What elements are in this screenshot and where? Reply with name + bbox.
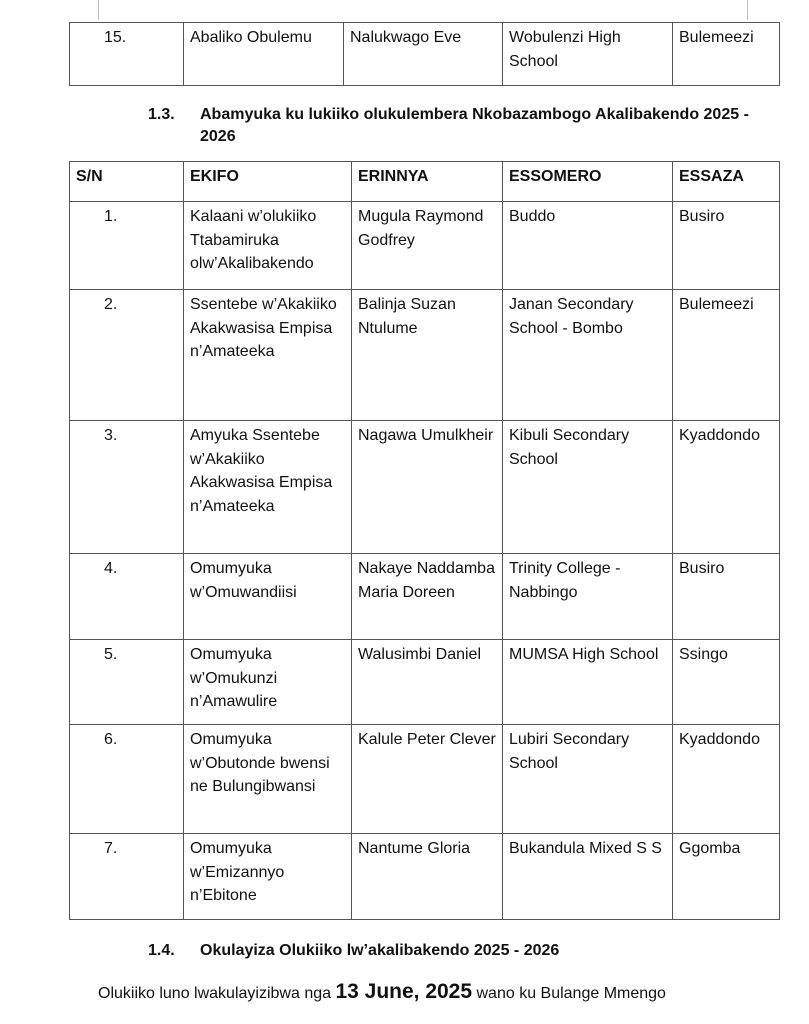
header-ekifo: EKIFO xyxy=(184,162,352,202)
cell-sn: 1. xyxy=(70,202,184,290)
cell-essomero: Kibuli Secondary School xyxy=(503,421,673,554)
cell-ekifo: Kalaani w’olukiiko Ttabamiruka olw’Akalibakendo xyxy=(184,202,352,290)
cell-essomero: Bukandula Mixed S S xyxy=(503,834,673,920)
cell-essomero: Lubiri Secondary School xyxy=(503,725,673,834)
cell-essaza: Kyaddondo xyxy=(673,725,780,834)
cell-erinnya: Nakaye Naddamba Maria Doreen xyxy=(352,554,503,640)
cell-sn: 7. xyxy=(70,834,184,920)
cell-sn: 2. xyxy=(70,290,184,421)
cell-sn: 3. xyxy=(70,421,184,554)
section-heading-1-3 xyxy=(148,104,768,150)
header-erinnya: ERINNYA xyxy=(352,162,503,202)
table-row xyxy=(70,640,780,725)
cell-essaza: Bulemeezi xyxy=(673,290,780,421)
cell-erinnya: Nagawa Umulkheir xyxy=(352,421,503,554)
section-title: Abamyuka ku lukiiko olukulembera Nkobazambogo Akalibakendo 2025 - 2026 xyxy=(200,106,749,145)
cell-essaza: Ggomba xyxy=(673,834,780,920)
cell-essaza: Kyaddondo xyxy=(673,421,780,554)
table-row xyxy=(70,202,780,290)
section-number: 1.4. xyxy=(148,942,175,959)
cell-erinnya: Nalukwago Eve xyxy=(344,23,503,86)
cell-ekifo: Omumyuka w’Emizannyo n’Ebitone xyxy=(184,834,352,920)
cell-essaza: Busiro xyxy=(673,202,780,290)
cell-sn: 5. xyxy=(70,640,184,725)
cell-erinnya: Balinja Suzan Ntulume xyxy=(352,290,503,421)
margin-marker-left xyxy=(98,0,99,20)
margin-marker-right xyxy=(747,0,748,20)
table-row xyxy=(70,725,780,834)
swearing-in-date: 13 June, 2025 xyxy=(335,980,473,1003)
cell-erinnya: Walusimbi Daniel xyxy=(352,640,503,725)
table-row xyxy=(70,23,780,86)
cell-sn: 15. xyxy=(70,23,184,86)
table-header-row xyxy=(70,162,780,202)
cell-ekifo: Omumyuka w’Omukunzi n’Amawulire xyxy=(184,640,352,725)
cell-ekifo: Omumyuka w’Omuwandiisi xyxy=(184,554,352,640)
header-sn: S/N xyxy=(70,162,184,202)
officials-table xyxy=(69,161,780,920)
paragraph-text-before: Olukiiko luno lwakulayizibwa nga xyxy=(98,985,336,1002)
cell-essaza: Busiro xyxy=(673,554,780,640)
cell-essomero: MUMSA High School xyxy=(503,640,673,725)
table-row xyxy=(70,554,780,640)
header-essomero: ESSOMERO xyxy=(503,162,673,202)
cell-ekifo: Omumyuka w’Obutonde bwensi ne Bulungibwansi xyxy=(184,725,352,834)
paragraph-text-after: wano ku Bulange Mmengo xyxy=(472,985,666,1002)
cell-ekifo: Ssentebe w’Akakiiko Akakwasisa Empisa n’Amateeka xyxy=(184,290,352,421)
swearing-in-paragraph xyxy=(98,980,666,1006)
table-row xyxy=(70,421,780,554)
cell-essomero: Trinity College - Nabbingo xyxy=(503,554,673,640)
header-essaza: ESSAZA xyxy=(673,162,780,202)
cell-essaza: Bulemeezi xyxy=(673,23,780,86)
previous-table-last-row xyxy=(69,22,780,86)
cell-erinnya: Kalule Peter Clever xyxy=(352,725,503,834)
cell-sn: 4. xyxy=(70,554,184,640)
table-row xyxy=(70,834,780,920)
cell-erinnya: Nantume Gloria xyxy=(352,834,503,920)
cell-ekifo: Abaliko Obulemu xyxy=(184,23,344,86)
section-number: 1.3. xyxy=(148,106,175,123)
cell-essaza: Ssingo xyxy=(673,640,780,725)
cell-essomero: Wobulenzi High School xyxy=(503,23,673,86)
section-title: Okulayiza Olukiiko lw’akalibakendo 2025 - 2026 xyxy=(200,942,560,959)
section-heading-1-4 xyxy=(148,940,768,964)
cell-essomero: Janan Secondary School - Bombo xyxy=(503,290,673,421)
cell-ekifo: Amyuka Ssentebe w’Akakiiko Akakwasisa Empisa n’Amateeka xyxy=(184,421,352,554)
table-row xyxy=(70,290,780,421)
cell-erinnya: Mugula Raymond Godfrey xyxy=(352,202,503,290)
cell-essomero: Buddo xyxy=(503,202,673,290)
cell-sn: 6. xyxy=(70,725,184,834)
